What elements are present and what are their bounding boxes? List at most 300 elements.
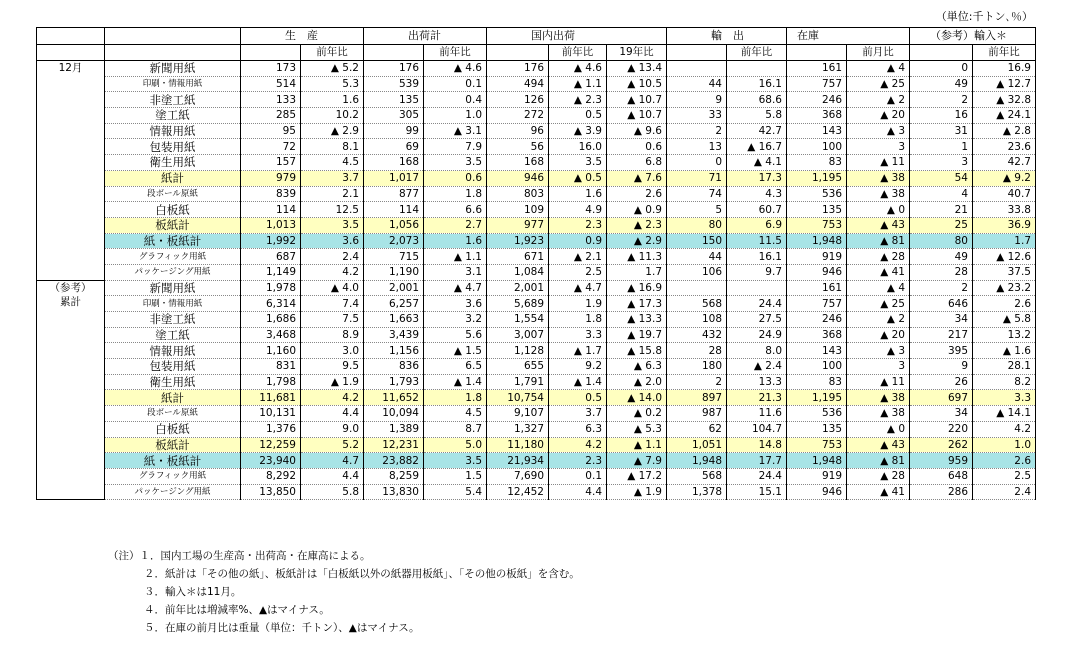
table-row: [37, 343, 1036, 359]
table-cell: 33: [667, 108, 727, 124]
table-cell: 16.1: [727, 76, 787, 92]
table-cell: 9.7: [727, 264, 787, 280]
table-cell: 0.5: [549, 108, 607, 124]
table-cell: ▲ 1.1: [607, 437, 667, 453]
table-cell: 24.4: [727, 468, 787, 484]
table-cell: ▲ 28: [847, 468, 910, 484]
statistics-table: [36, 27, 1036, 500]
header-yoy: 前年比: [424, 44, 487, 61]
table-cell: ▲ 81: [847, 233, 910, 249]
table-cell: ▲ 32.8: [973, 92, 1036, 108]
row-label: 段ボール原紙: [105, 406, 241, 422]
table-cell: 28.1: [973, 359, 1036, 375]
table-cell: 100: [787, 359, 847, 375]
table-cell: 168: [487, 155, 549, 171]
table-cell: 3.6: [424, 296, 487, 312]
table-row: [37, 374, 1036, 390]
table-cell: 8.7: [424, 421, 487, 437]
table-cell: 161: [787, 280, 847, 296]
note-1: （注）１．国内工場の生産高・出荷高・在庫高による。: [108, 550, 371, 562]
table-cell: 168: [364, 155, 424, 171]
table-cell: ▲ 4.0: [301, 280, 364, 296]
table-cell: 71: [667, 170, 727, 186]
table-cell: 25: [910, 217, 973, 233]
table-cell: 3.2: [424, 312, 487, 328]
table-row: [37, 421, 1036, 437]
unit-label: （単位:千トン､％）: [935, 10, 1033, 23]
table-cell: 1,327: [487, 421, 549, 437]
table-cell: 0.6: [424, 170, 487, 186]
table-cell: 1,389: [364, 421, 424, 437]
table-cell: 8.0: [727, 343, 787, 359]
table-cell: 27.5: [727, 312, 787, 328]
table-cell: 56: [487, 139, 549, 155]
table-cell: 180: [667, 359, 727, 375]
table-cell: ▲ 2: [847, 312, 910, 328]
table-cell: 1,978: [241, 280, 301, 296]
table-cell: 1,013: [241, 217, 301, 233]
table-cell: 3.7: [301, 170, 364, 186]
table-cell: ▲ 4.6: [549, 61, 607, 77]
table-cell: ▲ 0.9: [607, 202, 667, 218]
table-cell: 14.8: [727, 437, 787, 453]
section-label-text: 累計: [60, 295, 81, 308]
table-cell: 1,190: [364, 264, 424, 280]
table-cell: ▲ 38: [847, 186, 910, 202]
table-cell: ▲ 43: [847, 437, 910, 453]
table-cell: ▲ 1.1: [549, 76, 607, 92]
table-cell: ▲ 4.7: [549, 280, 607, 296]
table-cell: 568: [667, 296, 727, 312]
table-cell: 1,992: [241, 233, 301, 249]
table-cell: 96: [487, 123, 549, 139]
table-cell: 1,056: [364, 217, 424, 233]
table-cell: 37.5: [973, 264, 1036, 280]
table-cell: 6.6: [424, 202, 487, 218]
table-cell: 9.5: [301, 359, 364, 375]
table-row: [37, 359, 1036, 375]
table-cell: 2: [910, 92, 973, 108]
table-cell: 0.9: [549, 233, 607, 249]
table-cell: 3,468: [241, 327, 301, 343]
table-cell: 3.7: [549, 406, 607, 422]
table-cell: 7.4: [301, 296, 364, 312]
table-cell: 42.7: [727, 123, 787, 139]
table-cell: 6.8: [607, 155, 667, 171]
row-label: 印刷・情報用紙: [105, 76, 241, 92]
row-label: グラフィック用紙: [105, 468, 241, 484]
table-cell: 368: [787, 327, 847, 343]
table-cell: 69: [364, 139, 424, 155]
table-cell: ▲ 4.6: [424, 61, 487, 77]
table-cell: 1,051: [667, 437, 727, 453]
header-imports: （参考）輸入＊: [910, 28, 1036, 45]
table-cell: ▲ 3: [847, 343, 910, 359]
table-row: [37, 186, 1036, 202]
table-cell: ▲ 13.4: [607, 61, 667, 77]
table-cell: 3,439: [364, 327, 424, 343]
table-cell: 161: [787, 61, 847, 77]
table-cell: ▲ 1.1: [424, 249, 487, 265]
table-cell: 1.0: [973, 437, 1036, 453]
table-cell: 946: [787, 264, 847, 280]
table-row: [37, 92, 1036, 108]
table-cell: ▲ 5.3: [607, 421, 667, 437]
section-label-text: 12月: [58, 62, 83, 74]
table-cell: 5.2: [301, 437, 364, 453]
table-cell: 68.6: [727, 92, 787, 108]
table-cell: 1: [910, 139, 973, 155]
table-cell: 1.6: [549, 186, 607, 202]
row-label: 包装用紙: [105, 359, 241, 375]
table-cell: 8.2: [973, 374, 1036, 390]
table-cell: [667, 61, 727, 77]
table-cell: 803: [487, 186, 549, 202]
table-cell: 3,007: [487, 327, 549, 343]
table-row: [37, 390, 1036, 406]
table-cell: 919: [787, 249, 847, 265]
table-row: [37, 155, 1036, 171]
row-label: 情報用紙: [105, 123, 241, 139]
row-label: 紙・板紙計: [105, 453, 241, 469]
table-cell: 150: [667, 233, 727, 249]
table-cell: ▲ 2: [847, 92, 910, 108]
row-label: 非塗工紙: [105, 92, 241, 108]
table-cell: 10.2: [301, 108, 364, 124]
row-label: 板紙計: [105, 437, 241, 453]
table-cell: 8.9: [301, 327, 364, 343]
table-cell: 5: [667, 202, 727, 218]
table-cell: 4: [910, 186, 973, 202]
table-cell: 83: [787, 155, 847, 171]
table-cell: 3.5: [549, 155, 607, 171]
table-cell: 4.2: [301, 264, 364, 280]
table-cell: 108: [667, 312, 727, 328]
table-cell: ▲ 1.9: [301, 374, 364, 390]
table-cell: ▲ 38: [847, 406, 910, 422]
table-cell: ▲ 2.0: [607, 374, 667, 390]
header-yoy: 前年比: [973, 44, 1036, 61]
table-row: [37, 249, 1036, 265]
table-cell: 697: [910, 390, 973, 406]
table-cell: 217: [910, 327, 973, 343]
table-cell: 6.3: [549, 421, 607, 437]
table-row: [37, 233, 1036, 249]
row-label: 白板紙: [105, 202, 241, 218]
table-cell: 143: [787, 343, 847, 359]
header-yoy: 前年比: [727, 44, 787, 61]
table-cell: 3.1: [424, 264, 487, 280]
note-5: ５．在庫の前月比は重量（単位：千トン）、▲はマイナス。: [144, 622, 420, 634]
table-cell: 1,798: [241, 374, 301, 390]
row-label: 塗工紙: [105, 327, 241, 343]
table-cell: 1,948: [787, 453, 847, 469]
table-cell: 8,292: [241, 468, 301, 484]
table-cell: 1.6: [301, 92, 364, 108]
table-cell: 757: [787, 76, 847, 92]
table-cell: 3.3: [549, 327, 607, 343]
table-cell: 4.4: [301, 406, 364, 422]
table-row: [37, 202, 1036, 218]
table-cell: 2.4: [973, 484, 1036, 500]
table-cell: ▲ 2.1: [549, 249, 607, 265]
table-cell: ▲ 41: [847, 264, 910, 280]
table-cell: 54: [910, 170, 973, 186]
table-cell: 1.8: [424, 390, 487, 406]
table-cell: 1.9: [549, 296, 607, 312]
table-cell: 21,934: [487, 453, 549, 469]
table-cell: 8.1: [301, 139, 364, 155]
table-cell: 16.9: [973, 61, 1036, 77]
corner-cell: [37, 28, 105, 45]
table-cell: ▲ 13.3: [607, 312, 667, 328]
table-cell: 135: [787, 421, 847, 437]
table-cell: 1,195: [787, 390, 847, 406]
row-label: 非塗工紙: [105, 312, 241, 328]
table-cell: 114: [364, 202, 424, 218]
table-cell: 4.9: [549, 202, 607, 218]
table-cell: 126: [487, 92, 549, 108]
table-cell: ▲ 7.9: [607, 453, 667, 469]
table-cell: ▲ 10.7: [607, 92, 667, 108]
table-cell: ▲ 11: [847, 374, 910, 390]
table-cell: 1,149: [241, 264, 301, 280]
table-cell: 4.2: [549, 437, 607, 453]
table-cell: 831: [241, 359, 301, 375]
row-label: 包装用紙: [105, 139, 241, 155]
table-cell: 536: [787, 406, 847, 422]
row-label: 衛生用紙: [105, 155, 241, 171]
table-cell: 1,160: [241, 343, 301, 359]
table-cell: 5.4: [424, 484, 487, 500]
table-cell: ▲ 9.2: [973, 170, 1036, 186]
row-label: 段ボール原紙: [105, 186, 241, 202]
table-cell: 4.4: [301, 468, 364, 484]
section-label: [37, 61, 105, 281]
table-cell: 13.2: [973, 327, 1036, 343]
table-cell: ▲ 12.7: [973, 76, 1036, 92]
table-cell: 16: [910, 108, 973, 124]
table-cell: ▲ 6.3: [607, 359, 667, 375]
table-cell: ▲ 19.7: [607, 327, 667, 343]
table-cell: 10,094: [364, 406, 424, 422]
header-shipments-total: 出荷計: [364, 28, 487, 45]
table-cell: 109: [487, 202, 549, 218]
table-row: [37, 453, 1036, 469]
table-cell: 5.0: [424, 437, 487, 453]
table-cell: 23,882: [364, 453, 424, 469]
table-cell: 959: [910, 453, 973, 469]
table-cell: 135: [364, 92, 424, 108]
table-cell: 0: [667, 155, 727, 171]
table-cell: 36.9: [973, 217, 1036, 233]
table-cell: 2: [667, 123, 727, 139]
table-cell: 3.0: [301, 343, 364, 359]
table-cell: 8,259: [364, 468, 424, 484]
row-label: 紙計: [105, 390, 241, 406]
table-row: [37, 61, 1036, 77]
table-cell: 2.6: [973, 296, 1036, 312]
table-cell: 3.6: [301, 233, 364, 249]
table-cell: 285: [241, 108, 301, 124]
header-inventory: 在庫: [787, 28, 910, 45]
section-label: [37, 280, 105, 500]
table-cell: 646: [910, 296, 973, 312]
table-cell: ▲ 16.7: [727, 139, 787, 155]
table-cell: 1,376: [241, 421, 301, 437]
table-cell: 9: [910, 359, 973, 375]
table-cell: 2.5: [549, 264, 607, 280]
table-cell: 753: [787, 217, 847, 233]
table-row: [37, 108, 1036, 124]
table-cell: 5.3: [301, 76, 364, 92]
table-cell: 83: [787, 374, 847, 390]
corner-cell: [37, 44, 105, 61]
table-cell: 1,923: [487, 233, 549, 249]
table-cell: 10,754: [487, 390, 549, 406]
table-cell: 17.7: [727, 453, 787, 469]
row-label: パッケージング用紙: [105, 484, 241, 500]
table-cell: 4.3: [727, 186, 787, 202]
table-cell: ▲ 28: [847, 249, 910, 265]
table-cell: 49: [910, 249, 973, 265]
table-cell: 10,131: [241, 406, 301, 422]
table-cell: 6,257: [364, 296, 424, 312]
table-cell: 2.6: [973, 453, 1036, 469]
table-cell: 4.5: [424, 406, 487, 422]
table-cell: 133: [241, 92, 301, 108]
table-cell: 12.5: [301, 202, 364, 218]
table-cell: ▲ 17.2: [607, 468, 667, 484]
table-cell: 60.7: [727, 202, 787, 218]
table-cell: ▲ 12.6: [973, 249, 1036, 265]
table-cell: 42.7: [973, 155, 1036, 171]
table-cell: 494: [487, 76, 549, 92]
table-cell: 3: [910, 155, 973, 171]
row-label: パッケージング用紙: [105, 264, 241, 280]
table-cell: ▲ 4: [847, 61, 910, 77]
table-cell: ▲ 81: [847, 453, 910, 469]
table-cell: 3.5: [424, 155, 487, 171]
table-cell: 2.6: [607, 186, 667, 202]
table-cell: ▲ 3.9: [549, 123, 607, 139]
table-cell: 1,017: [364, 170, 424, 186]
table-cell: 80: [667, 217, 727, 233]
table-cell: 839: [241, 186, 301, 202]
table-cell: 80: [910, 233, 973, 249]
table-cell: 1,948: [787, 233, 847, 249]
table-cell: ▲ 23.2: [973, 280, 1036, 296]
table-cell: 671: [487, 249, 549, 265]
table-cell: 757: [787, 296, 847, 312]
table-cell: 5.8: [727, 108, 787, 124]
table-row: [37, 406, 1036, 422]
table-cell: 62: [667, 421, 727, 437]
table-cell: ▲ 11.3: [607, 249, 667, 265]
table-cell: 15.1: [727, 484, 787, 500]
table-cell: ▲ 1.4: [424, 374, 487, 390]
table-cell: 7.5: [301, 312, 364, 328]
header-vs-2019: 19年比: [607, 44, 667, 61]
table-cell: ▲ 17.3: [607, 296, 667, 312]
table-cell: 977: [487, 217, 549, 233]
table-row: [37, 484, 1036, 500]
table-cell: 34: [910, 312, 973, 328]
table-cell: 12,452: [487, 484, 549, 500]
table-cell: ▲ 25: [847, 76, 910, 92]
table-cell: 26: [910, 374, 973, 390]
table-cell: 143: [787, 123, 847, 139]
row-label: グラフィック用紙: [105, 249, 241, 265]
table-cell: 1,378: [667, 484, 727, 500]
table-cell: 9.0: [301, 421, 364, 437]
table-cell: ▲ 2.9: [301, 123, 364, 139]
row-label: 情報用紙: [105, 343, 241, 359]
table-cell: 2.1: [301, 186, 364, 202]
note-2: ２．紙計は「その他の紙」、板紙計は「白板紙以外の紙器用板紙」、「その他の板紙」を含む。: [144, 568, 580, 580]
table-cell: 3.5: [301, 217, 364, 233]
table-cell: 753: [787, 437, 847, 453]
table-cell: 1.0: [424, 108, 487, 124]
table-cell: 49: [910, 76, 973, 92]
table-cell: 173: [241, 61, 301, 77]
table-cell: 0: [910, 61, 973, 77]
header-row-1: [37, 28, 1036, 45]
table-cell: ▲ 15.8: [607, 343, 667, 359]
table-cell: 395: [910, 343, 973, 359]
table-cell: ▲ 7.6: [607, 170, 667, 186]
table-cell: ▲ 43: [847, 217, 910, 233]
table-cell: 836: [364, 359, 424, 375]
table-cell: 3: [847, 359, 910, 375]
table-cell: 2.7: [424, 217, 487, 233]
table-cell: 11.6: [727, 406, 787, 422]
table-cell: 877: [364, 186, 424, 202]
table-cell: 12,231: [364, 437, 424, 453]
table-cell: 2,001: [364, 280, 424, 296]
row-label: 新聞用紙: [105, 280, 241, 296]
table-cell: ▲ 10.7: [607, 108, 667, 124]
table-cell: 539: [364, 76, 424, 92]
table-cell: ▲ 20: [847, 108, 910, 124]
table-cell: 95: [241, 123, 301, 139]
table-cell: 2.3: [549, 217, 607, 233]
table-cell: ▲ 1.9: [607, 484, 667, 500]
table-cell: 176: [364, 61, 424, 77]
table-cell: 72: [241, 139, 301, 155]
table-cell: 6.5: [424, 359, 487, 375]
table-cell: 246: [787, 312, 847, 328]
table-cell: 1.8: [549, 312, 607, 328]
header-domestic-shipments: 国内出荷: [487, 28, 667, 45]
table-cell: 99: [364, 123, 424, 139]
table-cell: 9,107: [487, 406, 549, 422]
table-row: [37, 264, 1036, 280]
header-exports: 輸 出: [667, 28, 787, 45]
table-cell: 1,195: [787, 170, 847, 186]
table-cell: ▲ 38: [847, 170, 910, 186]
table-cell: 715: [364, 249, 424, 265]
table-cell: 5.8: [301, 484, 364, 500]
table-cell: 514: [241, 76, 301, 92]
table-cell: 11.5: [727, 233, 787, 249]
table-cell: 4.2: [301, 390, 364, 406]
table-cell: 2: [910, 280, 973, 296]
corner-cell: [105, 28, 241, 45]
table-cell: ▲ 2.3: [607, 217, 667, 233]
table-cell: 1.7: [973, 233, 1036, 249]
table-cell: 1,793: [364, 374, 424, 390]
